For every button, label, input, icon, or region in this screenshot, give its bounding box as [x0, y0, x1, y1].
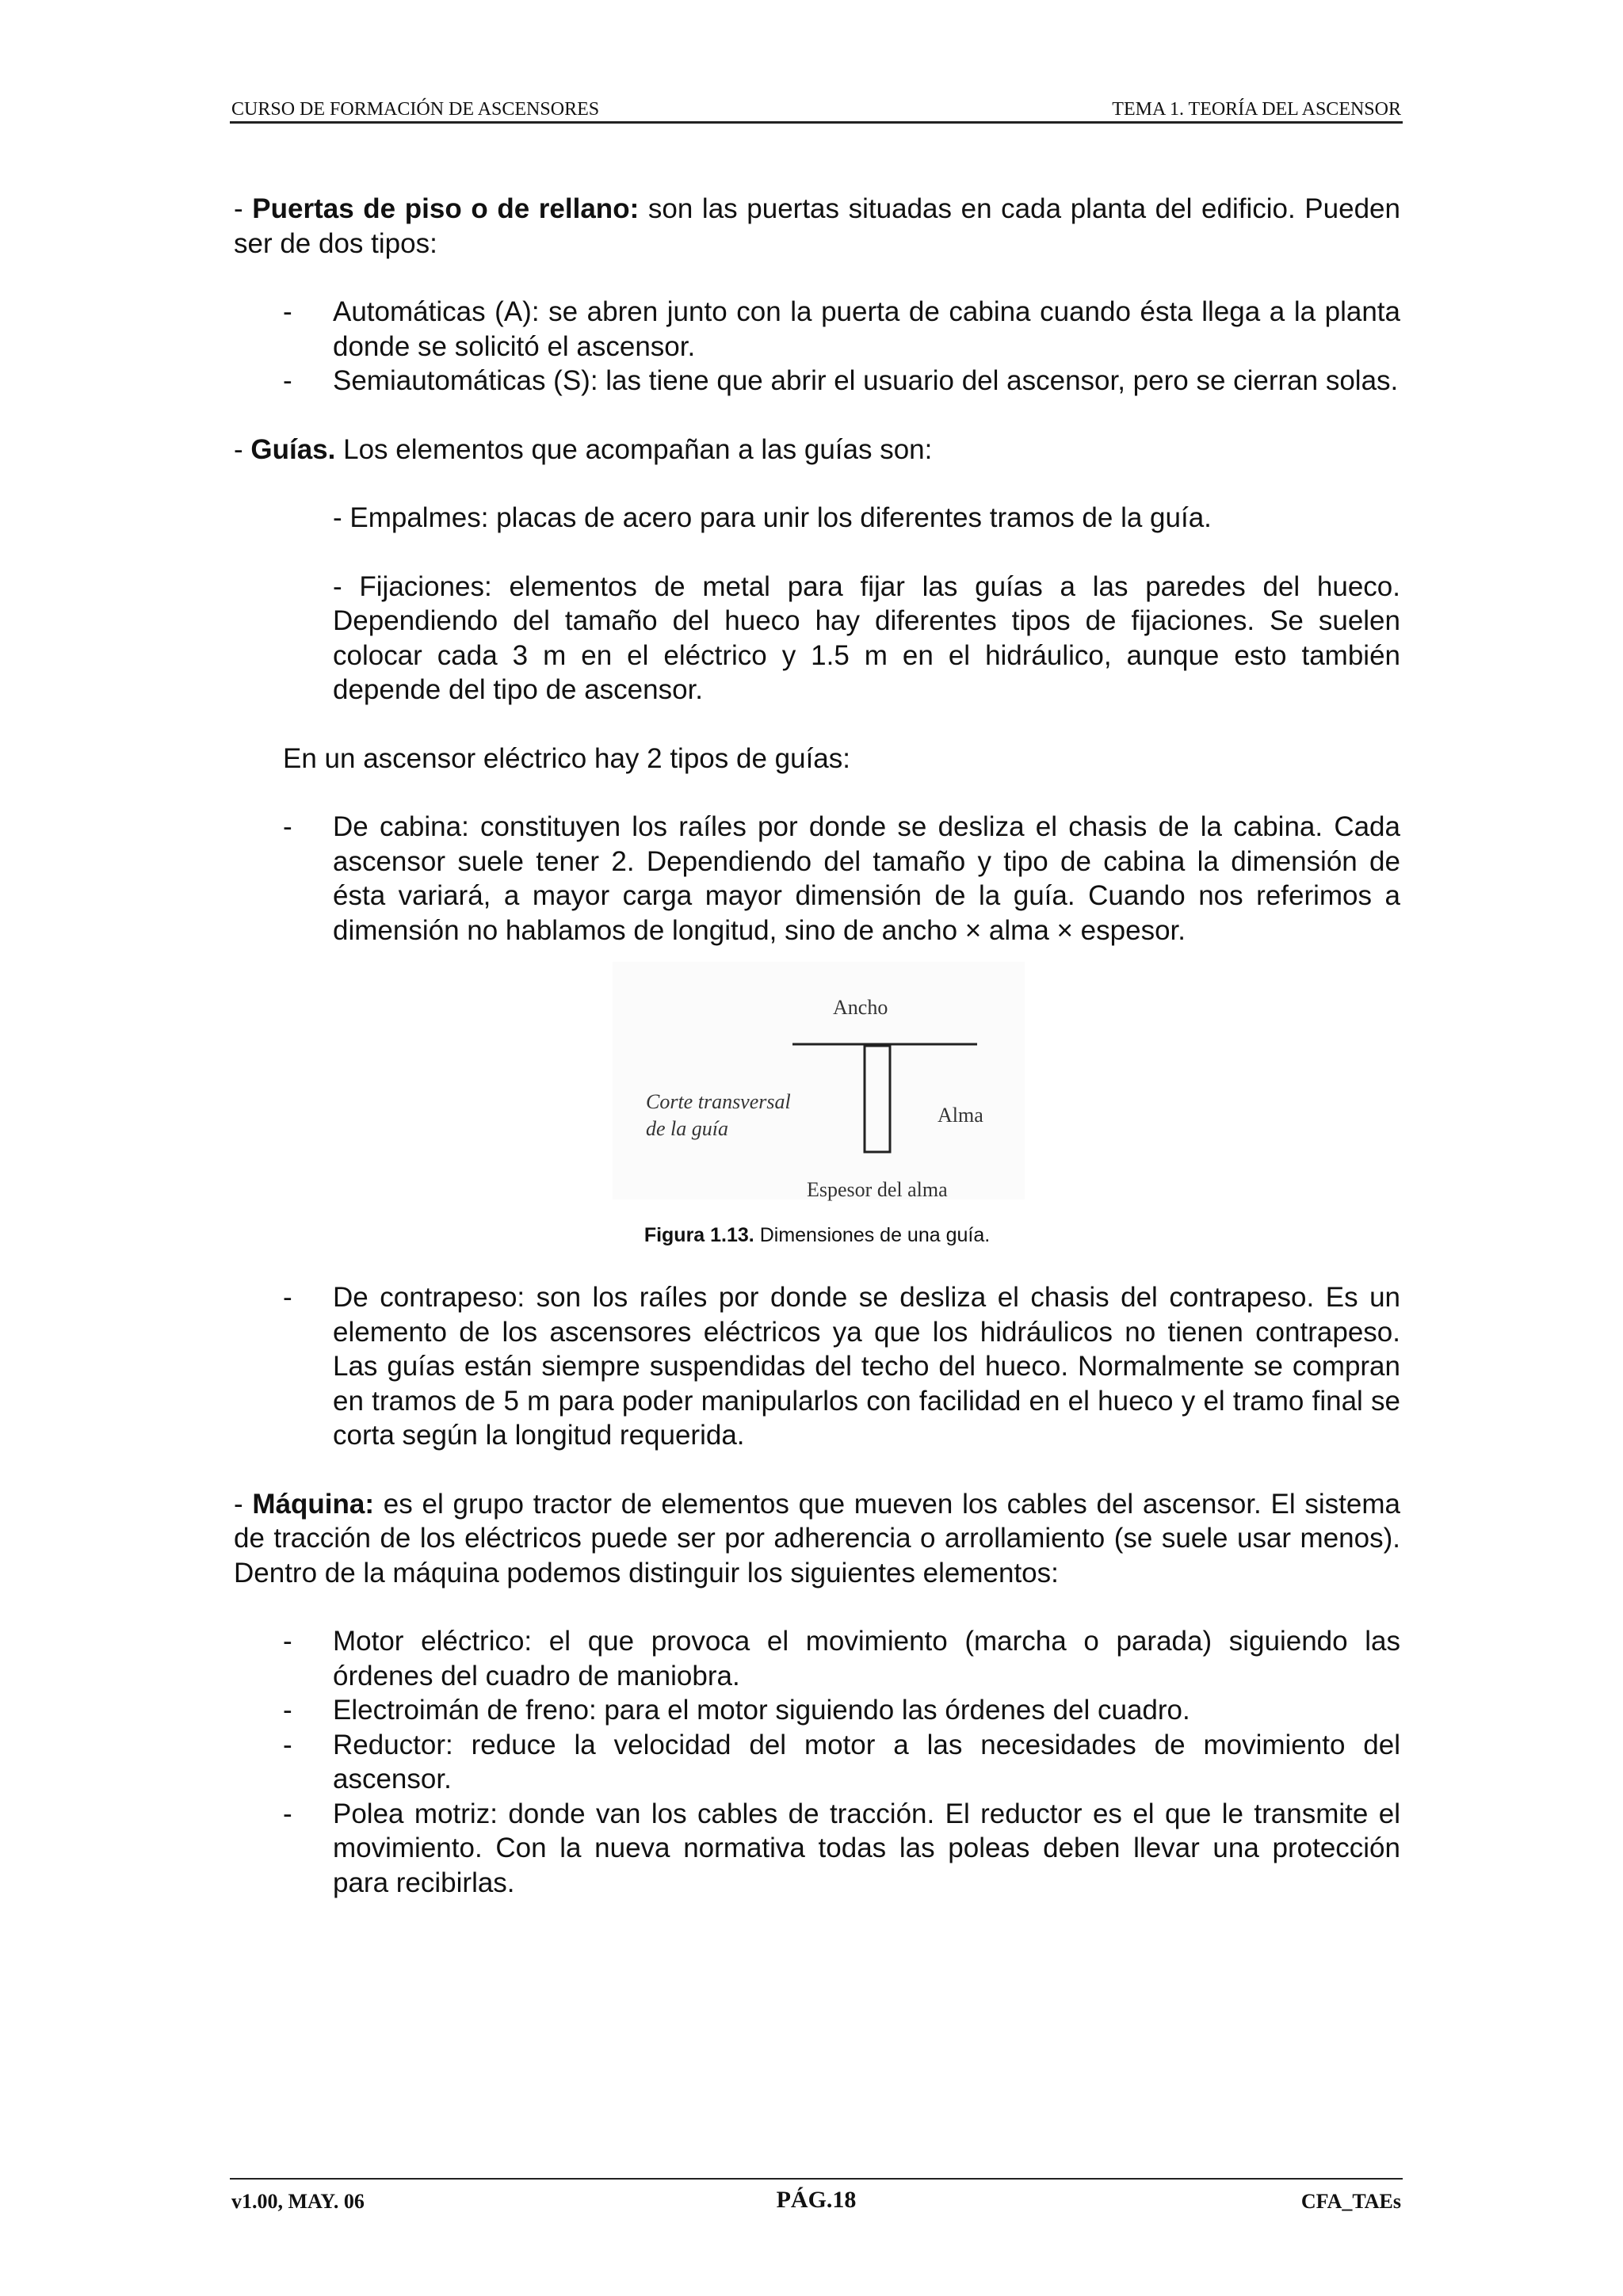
list-dash: -: [283, 296, 292, 327]
maquina-title: Máquina:: [252, 1488, 375, 1520]
puertas-lead: -: [234, 193, 253, 224]
figure-label-ancho: Ancho: [833, 996, 888, 1019]
document-body: [234, 192, 1400, 1900]
list-item: [234, 1624, 1400, 1693]
puertas-text: son las puertas situadas en cada planta del edificio. Pueden ser de dos tipos:: [234, 193, 1400, 259]
list-item: [234, 1797, 1400, 1901]
list-dash: -: [283, 365, 292, 396]
guias-tipos-intro: En un ascensor eléctrico hay 2 tipos de guías:: [283, 742, 850, 774]
header-chapter-title: TEMA 1. TEORÍA DEL ASCENSOR: [1112, 99, 1401, 120]
maquina-item-polea: Polea motriz: donde van los cables de tracción. El reductor es el que le transmite el movimiento. Con la nueva normativa todas las poleas deben llevar una protección para recibirlas.: [333, 1798, 1400, 1898]
guias-item-contrapeso: De contrapeso: son los raíles por donde se desliza el chasis del contrapeso. Es un elemento de los ascensores eléctricos ya que los hidráulicos no tienen contrapeso. Las guías están siempre suspendidas del techo del hueco. Normalmente se compran en tramos de 5 m para poder manipularlos con facilidad en el hueco y el tramo final se corta según la longitud requerida.: [333, 1282, 1400, 1451]
list-item: [234, 1280, 1400, 1453]
maquina-item-electroiman: Electroimán de freno: para el motor siguiendo las órdenes del cuadro.: [333, 1695, 1190, 1726]
maquina-item-motor: Motor eléctrico: el que provoca el movimiento (marcha o parada) siguiendo las órdenes del cuadro de maniobra.: [333, 1626, 1400, 1691]
footer-page-number: PÁG.18: [776, 2187, 857, 2213]
guias-text: Los elementos que acompañan a las guías son:: [335, 433, 933, 465]
figure-label-corte: [646, 1089, 791, 1142]
list-item: [234, 364, 1400, 399]
footer-version: v1.00, MAY. 06: [231, 2190, 365, 2213]
list-dash: -: [283, 811, 292, 842]
list-dash: -: [283, 1626, 292, 1657]
figure-label-alma: Alma: [938, 1104, 983, 1127]
list-item: [234, 295, 1400, 364]
maquina-lead: -: [234, 1488, 253, 1520]
footer-divider: [230, 2178, 1403, 2180]
guias-paragraph: [234, 433, 1400, 467]
figure-label-espesor: Espesor del alma: [807, 1178, 948, 1201]
list-dash: -: [283, 1695, 292, 1726]
figure-caption: [234, 1223, 1400, 1247]
guias-item-cabina: De cabina: constituyen los raíles por donde se desliza el chasis de la cabina. Cada ascensor suele tener 2. Dependiendo del tamaño y tipo de cabina la dimensión de ésta variará, a mayor carga mayor dimensión de la guía. Cuando nos referimos a dimensión no hablamos de longitud, sino de ancho × alma × espesor.: [333, 811, 1400, 946]
page-footer: [231, 2185, 1401, 2217]
maquina-text: es el grupo tractor de elementos que mueven los cables del ascensor. El sistema de tracción de los eléctricos puede ser por adherencia o arrollamiento (se suele usar menos). Dentro de la máquina podemos distinguir los siguientes elementos:: [234, 1488, 1400, 1589]
puertas-paragraph: [234, 192, 1400, 261]
guide-cross-section-diagram: [613, 962, 1025, 1199]
list-dash: -: [283, 1282, 292, 1313]
guias-fijaciones: - Fijaciones: elementos de metal para fijar las guías a las paredes del hueco. Dependiendo del tamaño del hueco hay diferentes tipos de fijaciones. Se suelen colocar cada 3 m en el eléctrico y 1.5 m en el hidráulico, aunque esto también depende del tipo de ascensor.: [333, 570, 1400, 705]
maquina-item-reductor: Reductor: reduce la velocidad del motor a las necesidades de movimiento del ascensor.: [333, 1729, 1400, 1794]
guias-lead: -: [234, 433, 251, 465]
puertas-title: Puertas de piso o de rellano:: [252, 193, 640, 224]
puertas-item-automaticas: Automáticas (A): se abren junto con la puerta de cabina cuando ésta llega a la planta donde se solicitó el ascensor.: [333, 296, 1400, 362]
header-divider: [230, 121, 1403, 124]
list-dash: -: [283, 1729, 292, 1760]
figure-label-corte-line2: de la guía: [646, 1117, 728, 1140]
header-course-title: CURSO DE FORMACIÓN DE ASCENSORES: [231, 99, 600, 120]
guias-empalmes: - Empalmes: placas de acero para unir los diferentes tramos de la guía.: [333, 502, 1212, 533]
guias-title: Guías.: [250, 433, 336, 465]
list-item: [234, 1693, 1400, 1728]
figure-caption-text: Dimensiones de una guía.: [754, 1224, 991, 1246]
figure-guide-dimensions: [613, 962, 1025, 1199]
list-dash: -: [283, 1798, 292, 1829]
list-item: [234, 810, 1400, 948]
figure-caption-label: Figura 1.13.: [643, 1224, 754, 1246]
figure-label-corte-line1: Corte transversal: [646, 1090, 791, 1113]
guide-web-rect: [865, 1046, 890, 1152]
footer-document-code: CFA_TAEs: [1300, 2190, 1401, 2213]
list-item: [234, 1728, 1400, 1797]
maquina-paragraph: [234, 1487, 1400, 1591]
puertas-item-semiautomaticas: Semiautomáticas (S): las tiene que abrir el usuario del ascensor, pero se cierran solas.: [333, 365, 1399, 396]
